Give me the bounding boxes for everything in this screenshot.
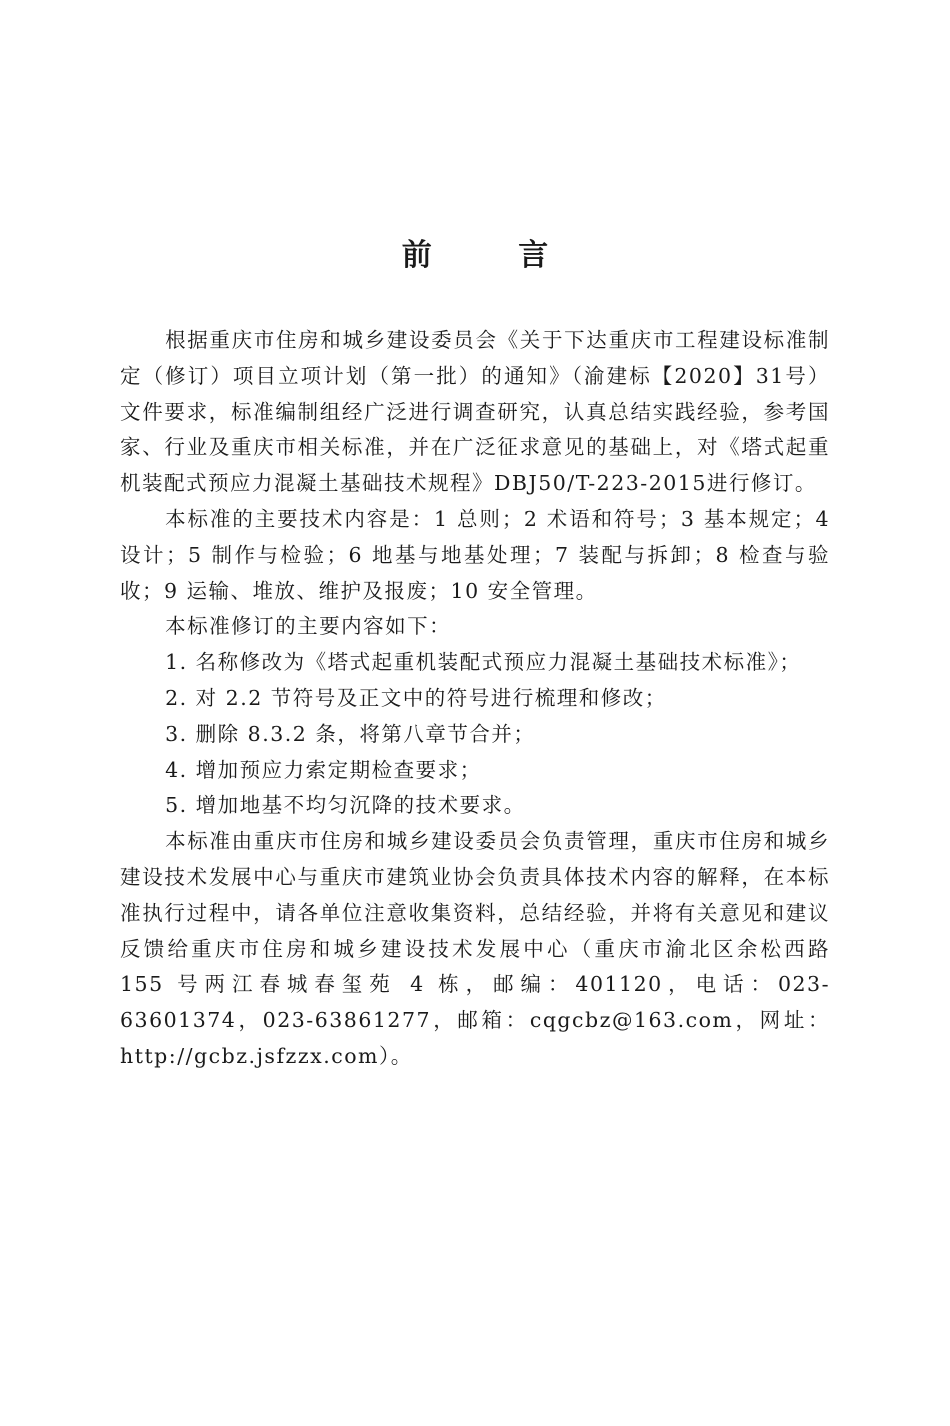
page-title: 前 言	[401, 238, 587, 273]
revision-item-4: 4. 增加预应力索定期检查要求；	[165, 757, 482, 782]
revision-item-2: 2. 对 2.2 节符号及正文中的符号进行梳理和修改；	[165, 685, 667, 710]
preface-body	[120, 323, 830, 1075]
paragraph-management-contact: 本标准由重庆市住房和城乡建设委员会负责管理，重庆市住房和城乡建设技术发展中心与重庆市建筑业协会负责具体技术内容的解释，在本标准执行过程中，请各单位注意收集资料，总结经验，并将有关意见和建议反馈给重庆市住房和城乡建设技术发展中心（重庆市渝北区余松西路 155 号两江春城春玺苑 4 栋，邮编：401120，电话：023-63601374，023-63861277，邮箱：cqgcbz@163.com，网址：http://gcbz.jsfzzx.com）。	[120, 829, 830, 1068]
revision-item-5: 5. 增加地基不均匀沉降的技术要求。	[165, 793, 526, 818]
revision-item-1: 1. 名称修改为《塔式起重机装配式预应力混凝土基础技术标准》；	[165, 650, 802, 675]
paragraph-revision-intro: 本标准修订的主要内容如下：	[165, 614, 452, 639]
revision-item-3: 3. 删除 8.3.2 条，将第八章节合并；	[165, 721, 536, 746]
paragraph-basis: 根据重庆市住房和城乡建设委员会《关于下达重庆市工程建设标准制定（修订）项目立项计划（第一批）的通知》（渝建标【2020】31号）文件要求，标准编制组经广泛进行调查研究，认真总结实践经验，参考国家、行业及重庆市相关标准，并在广泛征求意见的基础上，对《塔式起重机装配式预应力混凝土基础技术规程》DBJ50/T-223-2015进行修订。	[120, 328, 830, 496]
paragraph-technical-content: 本标准的主要技术内容是：1 总则；2 术语和符号；3 基本规定；4 设计；5 制作与检验；6 地基与地基处理；7 装配与拆卸；8 检查与验收；9 运输、堆放、维护及报废；10 安全管理。	[120, 506, 830, 603]
